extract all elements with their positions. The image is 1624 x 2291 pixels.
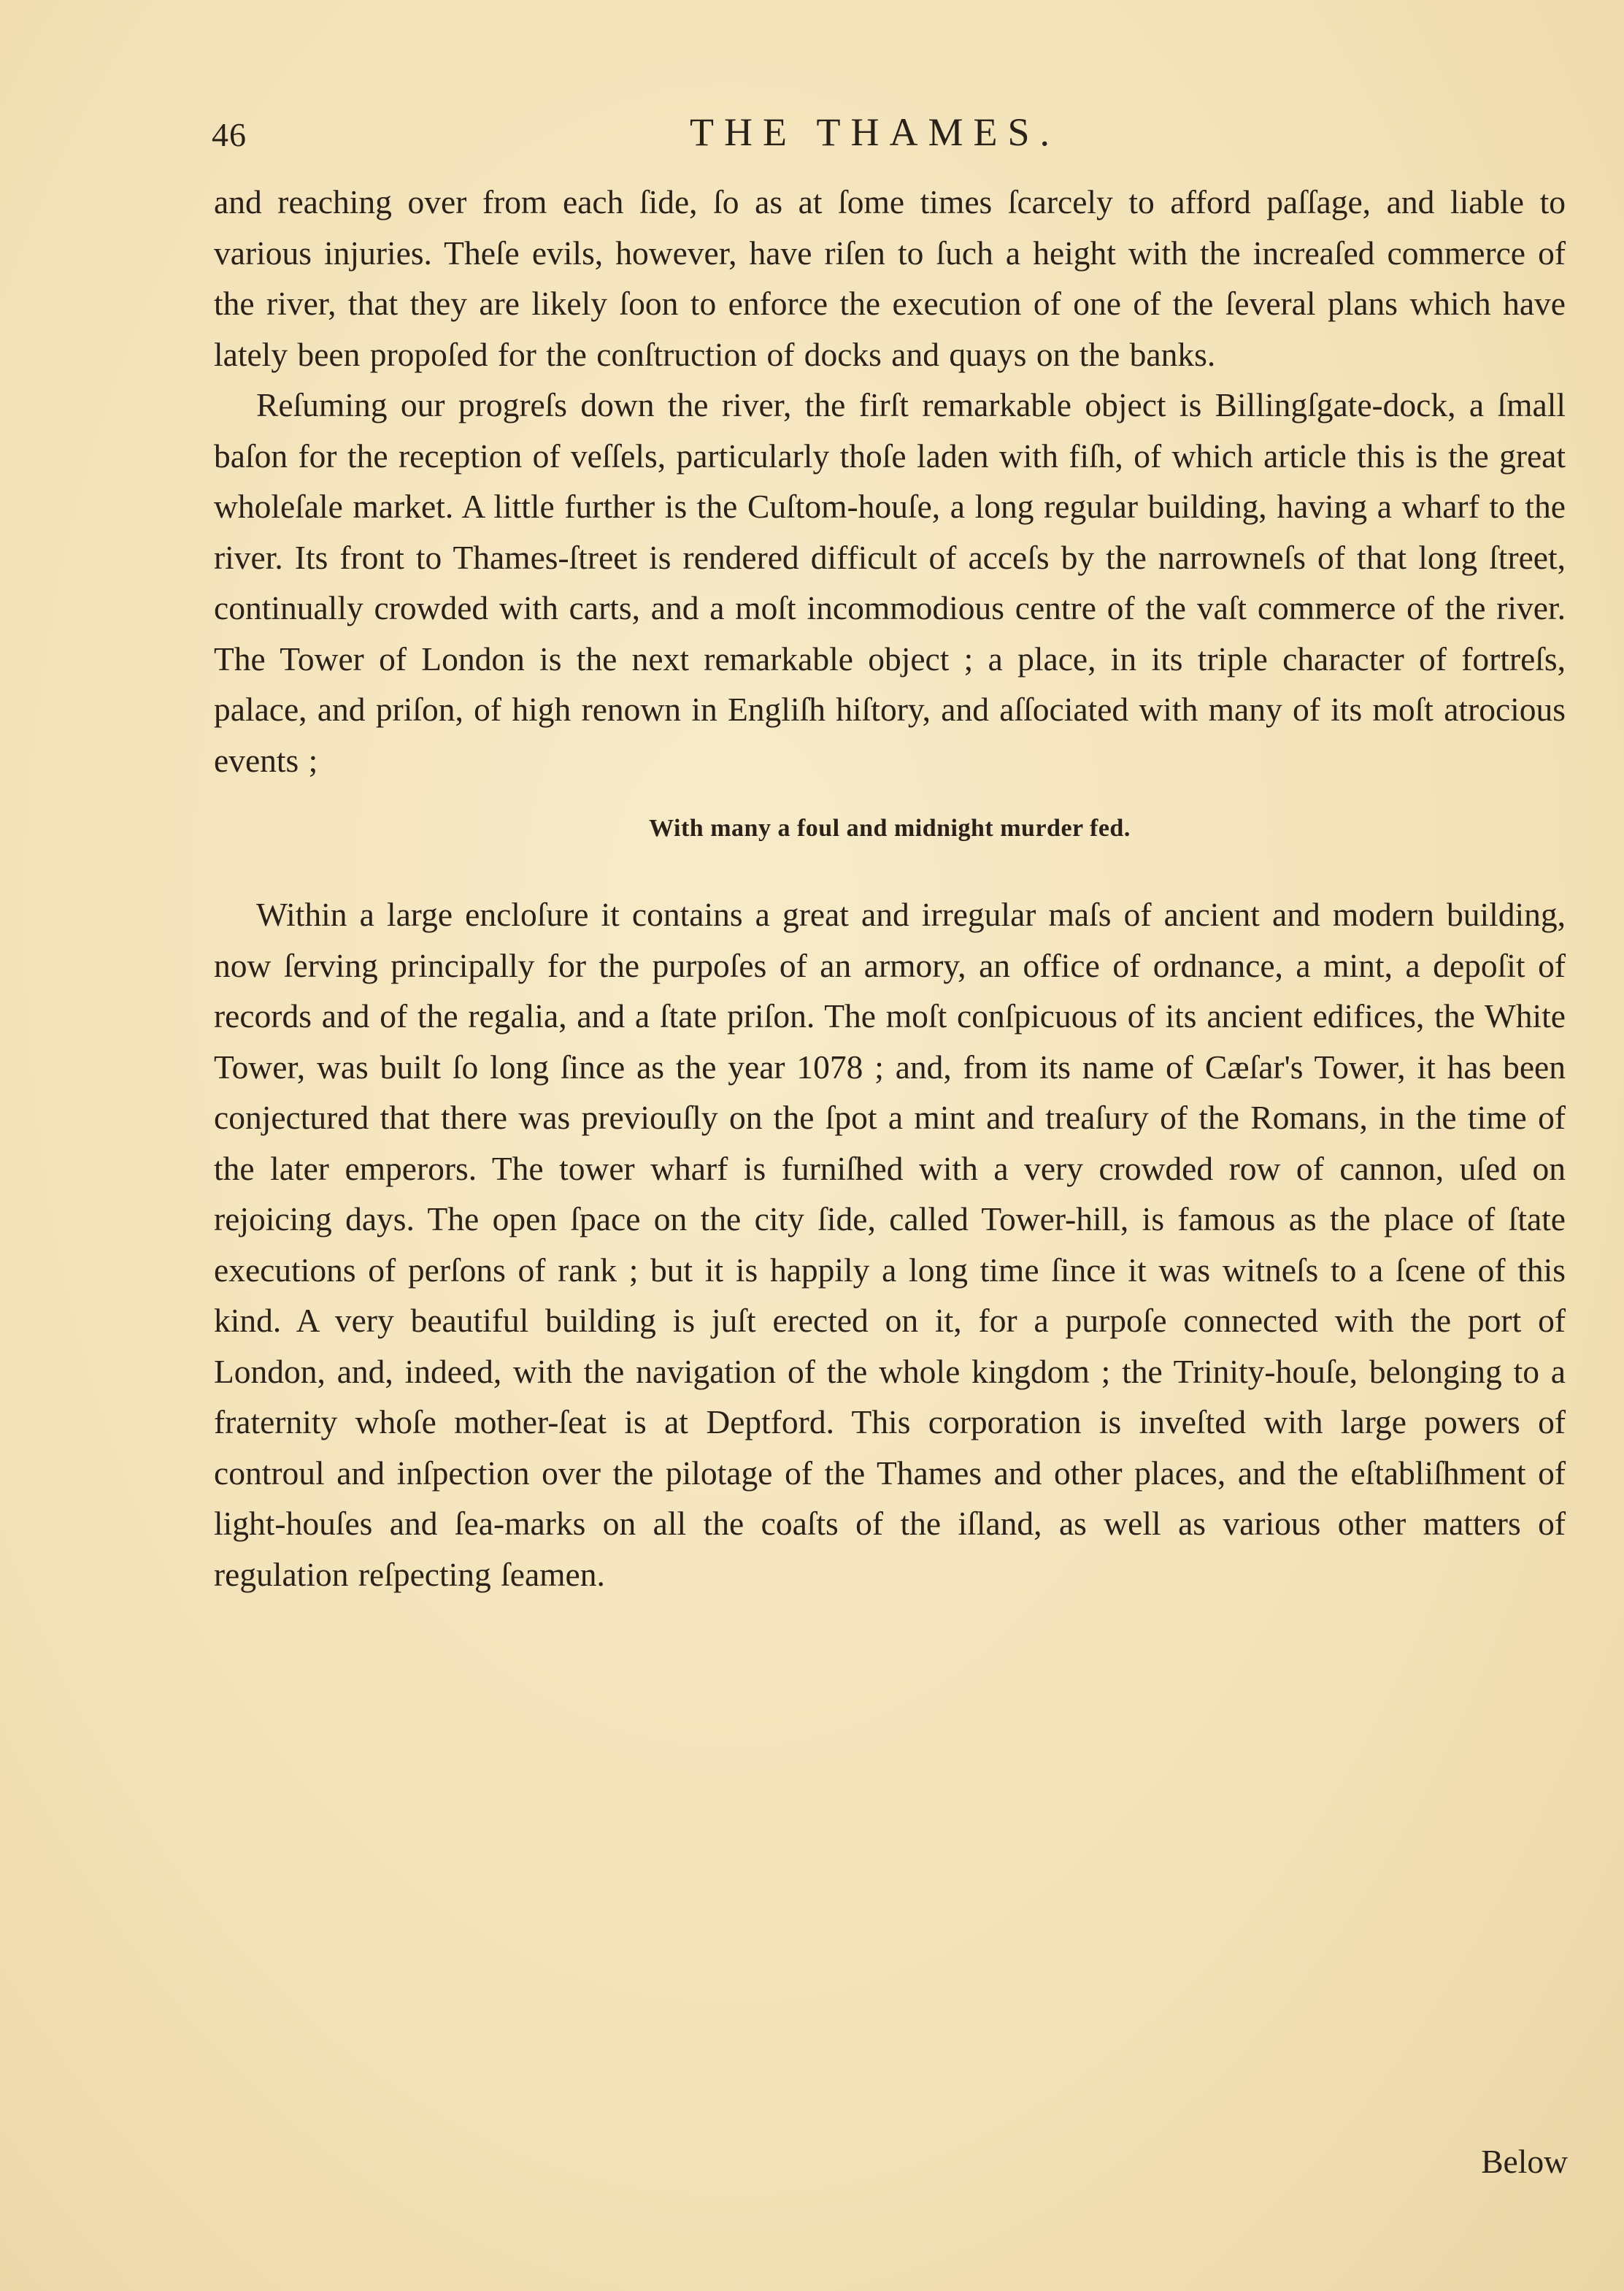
paragraph-3: Within a large encloſure it contains a great and irregular maſs of ancient and modern building, now ſerving principally for the purpoſes of an armory, an office of ordnance, a mint, a depoſit of records and of the regalia, and a ſtate priſon. The moſt conſpicuous of its ancient edifices, the White Tower, was built ſo long ſince as the year 1078 ; and, from its name of Cæſar's Tower, it has been conjectured that there was previouſly on the ſpot a mint and treaſury of the Romans, in the time of the later emperors. The tower wharf is furniſhed with a very crowded row of cannon, uſed on rejoicing days. The open ſpace on the city ſide, called Tower-hill, is famous as the place of ſtate executions of perſons of rank ; but it is happily a long time ſince it was witneſs to a ſcene of this kind. A very beautiful building is juſt erected on it, for a purpoſe connected with the port of London, and, indeed, with the navigation of the whole kingdom ; the Trinity-houſe, belonging to a fraternity whoſe mother-ſeat is at Deptford. This corporation is inveſted with large powers of controul and inſpection over the pilotage of the Thames and other places, and the eſtabliſhment of light-houſes and ſea-marks on all the coaſts of the iſland, as well as various other matters of regulation reſpecting ſeamen. [214, 896, 1566, 1593]
catchword: Below [1481, 2143, 1568, 2180]
verse-quotation: With many a foul and midnight murder fed. [649, 815, 1131, 842]
page-number: 46 [212, 116, 247, 153]
page-body [214, 177, 1566, 1600]
paragraph-2: Reſuming our progreſs down the river, the firſt remarkable object is Billingſgate-dock, a ſmall baſon for the reception of veſſels, particularly thoſe laden with fiſh, of which article this is the great wholeſale market. A little further is the Cuſtom-houſe, a long regular building, having a wharf to the river. Its front to Thames-ſtreet is rendered difficult of acceſs by the narrowneſs of that long ſtreet, continually crowded with carts, and a moſt incommodious centre of the vaſt commerce of the river. The Tower of London is the next remarkable object ; a place, in its triple character of fortreſs, palace, and priſon, of high renown in Engliſh hiſtory, and aſſociated with many of its moſt atrocious events ; [214, 386, 1566, 779]
running-title: THE THAMES. [690, 110, 1061, 154]
paragraph-1: and reaching over from each ſide, ſo as at ſome times ſcarcely to afford paſſage, and liable to various injuries. Theſe evils, however, have riſen to ſuch a height with the increaſed commerce of the river, that they are likely ſoon to enforce the execution of one of the ſeveral plans which have lately been propoſed for the conſtruction of docks and quays on the banks. [214, 183, 1566, 373]
page-header [212, 110, 1562, 161]
